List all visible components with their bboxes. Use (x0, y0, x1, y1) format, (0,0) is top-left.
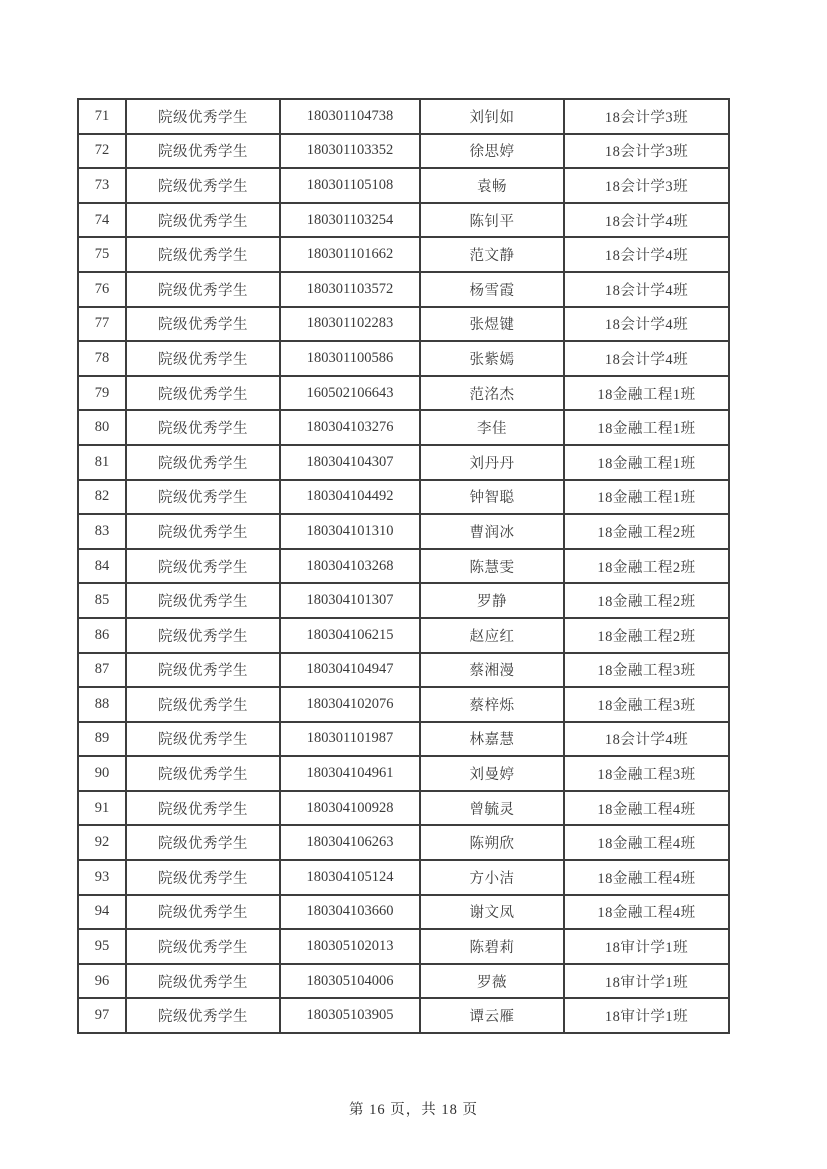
cell-student-name: 罗静 (420, 583, 564, 618)
table-row (78, 168, 729, 203)
cell-row-number: 77 (78, 307, 126, 342)
cell-row-number: 78 (78, 341, 126, 376)
cell-student-name: 张紫嫣 (420, 341, 564, 376)
cell-student-name: 罗薇 (420, 964, 564, 999)
cell-class: 18审计学1班 (564, 929, 729, 964)
cell-award-title: 院级优秀学生 (126, 99, 280, 134)
cell-class: 18金融工程2班 (564, 549, 729, 584)
cell-student-name: 赵应红 (420, 618, 564, 653)
table-row (78, 825, 729, 860)
cell-award-title: 院级优秀学生 (126, 168, 280, 203)
cell-award-title: 院级优秀学生 (126, 376, 280, 411)
cell-row-number: 86 (78, 618, 126, 653)
cell-student-id: 180301101987 (280, 722, 420, 757)
table-row (78, 653, 729, 688)
cell-student-id: 180304104307 (280, 445, 420, 480)
cell-class: 18金融工程3班 (564, 653, 729, 688)
cell-class: 18会计学4班 (564, 341, 729, 376)
cell-row-number: 96 (78, 964, 126, 999)
cell-student-id: 180305104006 (280, 964, 420, 999)
cell-class: 18会计学4班 (564, 272, 729, 307)
cell-row-number: 91 (78, 791, 126, 826)
cell-student-name: 曾毓灵 (420, 791, 564, 826)
table-row (78, 687, 729, 722)
table-row (78, 756, 729, 791)
cell-award-title: 院级优秀学生 (126, 203, 280, 238)
cell-row-number: 73 (78, 168, 126, 203)
cell-row-number: 94 (78, 895, 126, 930)
cell-student-id: 180304103276 (280, 410, 420, 445)
cell-class: 18金融工程4班 (564, 860, 729, 895)
cell-class: 18会计学4班 (564, 722, 729, 757)
cell-class: 18会计学3班 (564, 168, 729, 203)
cell-award-title: 院级优秀学生 (126, 756, 280, 791)
cell-row-number: 88 (78, 687, 126, 722)
table-row (78, 964, 729, 999)
cell-student-name: 曹润冰 (420, 514, 564, 549)
table-row (78, 583, 729, 618)
table-row (78, 307, 729, 342)
cell-student-id: 180301102283 (280, 307, 420, 342)
cell-student-name: 蔡梓烁 (420, 687, 564, 722)
cell-student-id: 180304101310 (280, 514, 420, 549)
table-row (78, 514, 729, 549)
cell-student-id: 180304104961 (280, 756, 420, 791)
cell-student-name: 刘曼婷 (420, 756, 564, 791)
cell-student-id: 180301101662 (280, 237, 420, 272)
table-row (78, 410, 729, 445)
cell-award-title: 院级优秀学生 (126, 687, 280, 722)
cell-student-id: 180301103352 (280, 134, 420, 169)
cell-student-name: 范文静 (420, 237, 564, 272)
cell-class: 18金融工程4班 (564, 895, 729, 930)
cell-student-name: 钟智聪 (420, 480, 564, 515)
cell-award-title: 院级优秀学生 (126, 929, 280, 964)
cell-row-number: 74 (78, 203, 126, 238)
cell-class: 18金融工程2班 (564, 618, 729, 653)
cell-student-id: 180304105124 (280, 860, 420, 895)
cell-student-id: 180305102013 (280, 929, 420, 964)
cell-class: 18审计学1班 (564, 964, 729, 999)
cell-student-id: 180304103660 (280, 895, 420, 930)
cell-student-id: 180301103572 (280, 272, 420, 307)
cell-award-title: 院级优秀学生 (126, 134, 280, 169)
cell-student-name: 杨雪霞 (420, 272, 564, 307)
cell-class: 18金融工程4班 (564, 825, 729, 860)
cell-row-number: 75 (78, 237, 126, 272)
cell-award-title: 院级优秀学生 (126, 583, 280, 618)
table-row (78, 929, 729, 964)
cell-student-id: 180304103268 (280, 549, 420, 584)
cell-student-id: 180301100586 (280, 341, 420, 376)
cell-row-number: 82 (78, 480, 126, 515)
cell-award-title: 院级优秀学生 (126, 445, 280, 480)
cell-row-number: 83 (78, 514, 126, 549)
cell-row-number: 76 (78, 272, 126, 307)
cell-student-name: 徐思婷 (420, 134, 564, 169)
cell-award-title: 院级优秀学生 (126, 307, 280, 342)
cell-student-id: 180304106215 (280, 618, 420, 653)
cell-row-number: 97 (78, 998, 126, 1033)
cell-student-name: 范洺杰 (420, 376, 564, 411)
cell-student-name: 刘丹丹 (420, 445, 564, 480)
cell-student-name: 刘钊如 (420, 99, 564, 134)
table-row (78, 618, 729, 653)
cell-class: 18金融工程2班 (564, 583, 729, 618)
cell-class: 18金融工程4班 (564, 791, 729, 826)
student-award-table-body (78, 99, 729, 1033)
cell-row-number: 92 (78, 825, 126, 860)
cell-row-number: 81 (78, 445, 126, 480)
cell-award-title: 院级优秀学生 (126, 272, 280, 307)
cell-award-title: 院级优秀学生 (126, 480, 280, 515)
cell-award-title: 院级优秀学生 (126, 410, 280, 445)
table-row (78, 272, 729, 307)
table-row (78, 99, 729, 134)
cell-award-title: 院级优秀学生 (126, 341, 280, 376)
cell-row-number: 71 (78, 99, 126, 134)
cell-class: 18会计学3班 (564, 134, 729, 169)
cell-student-name: 张煜键 (420, 307, 564, 342)
cell-award-title: 院级优秀学生 (126, 895, 280, 930)
cell-student-id: 180304102076 (280, 687, 420, 722)
cell-row-number: 90 (78, 756, 126, 791)
student-award-table (77, 98, 730, 1034)
cell-class: 18会计学4班 (564, 307, 729, 342)
cell-class: 18金融工程1班 (564, 480, 729, 515)
cell-class: 18金融工程2班 (564, 514, 729, 549)
page-footer: 第 16 页，共 18 页 (349, 1102, 478, 1118)
table-row (78, 237, 729, 272)
cell-class: 18金融工程3班 (564, 687, 729, 722)
cell-award-title: 院级优秀学生 (126, 825, 280, 860)
cell-student-name: 谭云雁 (420, 998, 564, 1033)
cell-class: 18会计学3班 (564, 99, 729, 134)
cell-student-name: 方小洁 (420, 860, 564, 895)
cell-award-title: 院级优秀学生 (126, 514, 280, 549)
cell-student-name: 陈朔欣 (420, 825, 564, 860)
cell-student-name: 袁畅 (420, 168, 564, 203)
cell-student-id: 180301103254 (280, 203, 420, 238)
cell-student-name: 谢文凤 (420, 895, 564, 930)
cell-row-number: 87 (78, 653, 126, 688)
cell-row-number: 89 (78, 722, 126, 757)
cell-student-id: 180301104738 (280, 99, 420, 134)
cell-student-id: 180304100928 (280, 791, 420, 826)
cell-row-number: 84 (78, 549, 126, 584)
table-row (78, 998, 729, 1033)
cell-student-id: 180304104492 (280, 480, 420, 515)
cell-class: 18审计学1班 (564, 998, 729, 1033)
cell-student-id: 180301105108 (280, 168, 420, 203)
table-row (78, 549, 729, 584)
cell-class: 18金融工程1班 (564, 445, 729, 480)
table-row (78, 134, 729, 169)
table-row (78, 895, 729, 930)
cell-student-id: 180305103905 (280, 998, 420, 1033)
cell-class: 18会计学4班 (564, 237, 729, 272)
cell-student-name: 蔡湘漫 (420, 653, 564, 688)
table-row (78, 791, 729, 826)
cell-award-title: 院级优秀学生 (126, 618, 280, 653)
cell-row-number: 95 (78, 929, 126, 964)
cell-award-title: 院级优秀学生 (126, 237, 280, 272)
cell-class: 18金融工程1班 (564, 376, 729, 411)
table-row (78, 341, 729, 376)
cell-award-title: 院级优秀学生 (126, 549, 280, 584)
cell-award-title: 院级优秀学生 (126, 722, 280, 757)
table-row (78, 203, 729, 238)
cell-student-id: 180304104947 (280, 653, 420, 688)
cell-row-number: 85 (78, 583, 126, 618)
cell-student-name: 陈碧莉 (420, 929, 564, 964)
cell-award-title: 院级优秀学生 (126, 653, 280, 688)
cell-award-title: 院级优秀学生 (126, 998, 280, 1033)
table-row (78, 722, 729, 757)
cell-student-name: 陈慧雯 (420, 549, 564, 584)
cell-award-title: 院级优秀学生 (126, 860, 280, 895)
cell-student-id: 160502106643 (280, 376, 420, 411)
cell-row-number: 79 (78, 376, 126, 411)
cell-row-number: 72 (78, 134, 126, 169)
cell-row-number: 93 (78, 860, 126, 895)
cell-row-number: 80 (78, 410, 126, 445)
cell-class: 18金融工程3班 (564, 756, 729, 791)
cell-award-title: 院级优秀学生 (126, 964, 280, 999)
cell-award-title: 院级优秀学生 (126, 791, 280, 826)
table-row (78, 860, 729, 895)
cell-student-name: 陈钊平 (420, 203, 564, 238)
table-row (78, 445, 729, 480)
table-row (78, 376, 729, 411)
cell-student-name: 林嘉慧 (420, 722, 564, 757)
cell-student-id: 180304106263 (280, 825, 420, 860)
cell-class: 18金融工程1班 (564, 410, 729, 445)
table-row (78, 480, 729, 515)
cell-student-id: 180304101307 (280, 583, 420, 618)
cell-class: 18会计学4班 (564, 203, 729, 238)
cell-student-name: 李佳 (420, 410, 564, 445)
